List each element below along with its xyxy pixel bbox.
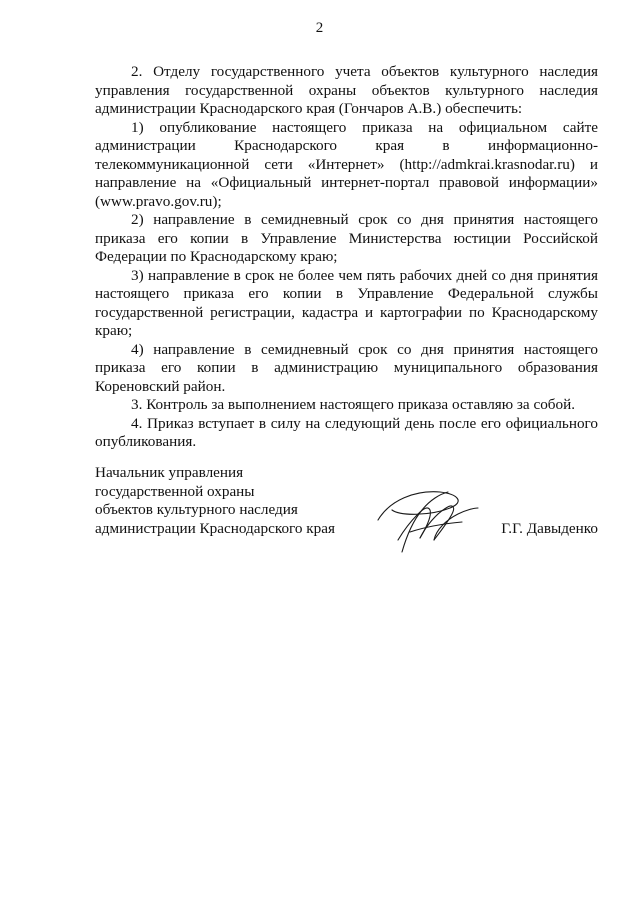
document-body xyxy=(95,63,598,452)
paragraph-item-3: 3. Контроль за выполнением настоящего приказа оставляю за собой. xyxy=(131,396,576,413)
paragraph-item-4: 4. Приказ вступает в силу на следующий день после его официального опубликования. xyxy=(95,414,598,450)
signatory-title-line: Начальник управления xyxy=(95,464,244,481)
signatory-name: Г.Г. Давыденко xyxy=(501,519,598,537)
paragraph-item-2: 2. Отделу государственного учета объектов культурного наследия управления государственной охраны объектов культурного наследия администрации Краснодарского края (Гончаров А.В.) обеспечить: xyxy=(95,63,598,117)
signatory-title-line: администрации Краснодарского края xyxy=(95,519,335,537)
page-number: 2 xyxy=(315,20,324,36)
signatory-title-line: объектов культурного наследия xyxy=(95,501,298,518)
signatory-title-line: государственной охраны xyxy=(95,482,255,500)
signature-block xyxy=(95,464,598,564)
paragraph-subitem-2: 2) направление в семидневный срок со дня принятия настоящего приказа его копии в Управление Министерства юстиции Российской Федерации по Краснодарскому краю; xyxy=(95,211,598,265)
paragraph-subitem-1: 1) опубликование настоящего приказа на официальном сайте администрации Краснодарского края в информационно-телекоммуникационной сети «Интернет» (http://admkrai.krasnodar.ru) и направление на «Официальный интернет-портал правовой информации» (www.pravo.gov.ru); xyxy=(95,118,598,210)
paragraph-subitem-3: 3) направление в срок не более чем пять рабочих дней со дня принятия настоящего приказа его копии в Управление Федеральной службы государственной регистрации, кадастра и картографии по Краснодарскому краю; xyxy=(95,266,598,339)
handwritten-signature xyxy=(370,480,485,555)
signatory-title xyxy=(95,464,375,538)
paragraph-subitem-4: 4) направление в семидневный срок со дня принятия настоящего приказа его копии в администрацию муниципального образования Кореновский район. xyxy=(95,340,598,395)
